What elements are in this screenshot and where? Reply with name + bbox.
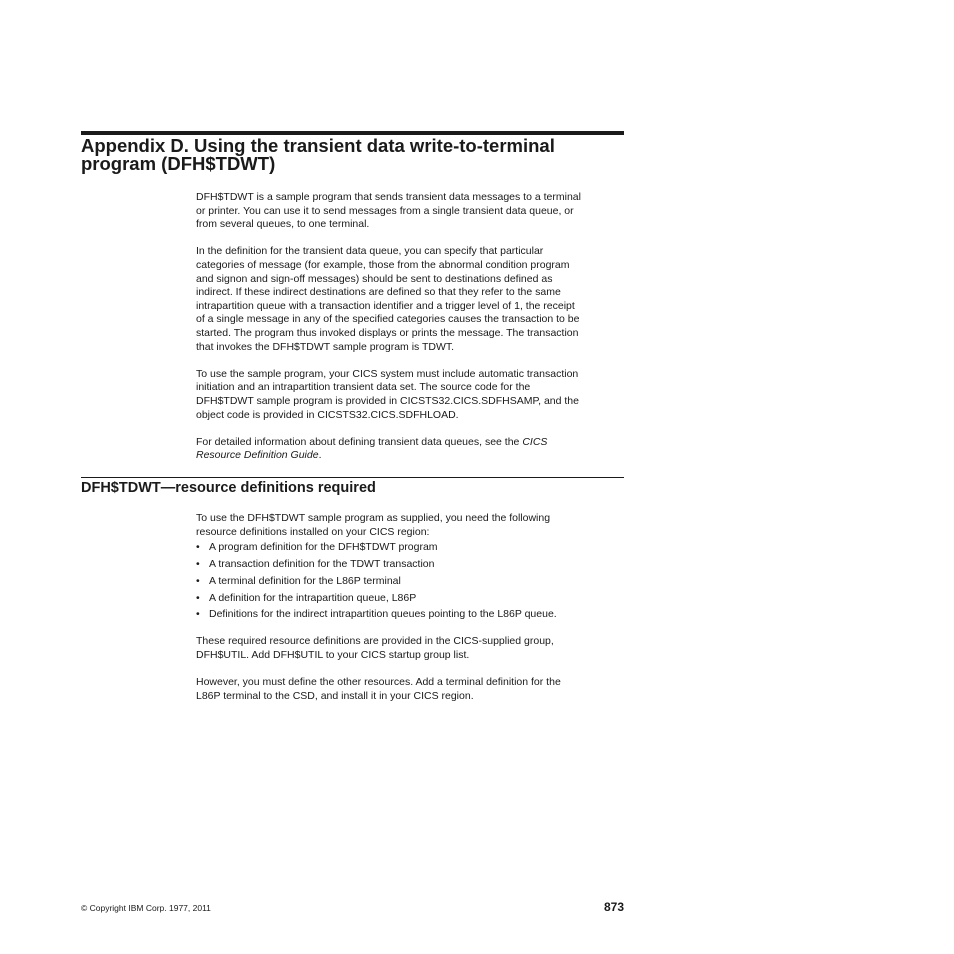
book-title-part-2: Resource Definition Guide [196,449,319,462]
list-item-text: A terminal definition for the L86P terminal [209,574,401,587]
text-line: initiation and an intrapartition transient data set. The source code for the [196,381,531,394]
title-line-1: Appendix D. Using the transient data write-to-terminal [81,135,555,156]
intro-paragraph-1 [196,191,624,232]
text-line: These required resource definitions are provided in the CICS-supplied group, [196,635,554,648]
text-line: To use the DFH$TDWT sample program as supplied, you need the following [196,512,551,524]
bullet-icon: • [196,591,200,604]
bullet-icon: • [196,574,200,587]
bullet-icon: • [196,541,200,554]
text-line [196,436,624,450]
list-item [196,556,624,573]
text-line: intrapartition queue with a transaction identifier and a trigger level of 1, the receipt [196,299,575,312]
intro-body [196,191,624,463]
text-suffix: . [318,449,322,462]
page-title [81,137,641,173]
list-item [196,573,624,590]
list-item [196,539,624,556]
list-item-text: A transaction definition for the TDWT transaction [209,557,435,570]
text-line: indirect. If these indirect destinations are defined so that they refer to the same [196,286,561,299]
text-line: L86P terminal to the CSD, and install it in your CICS region. [196,689,474,702]
book-title-part-1: CICS [522,435,548,448]
text-line: categories of message (for example, those from the abnormal condition program [196,258,570,271]
text-line: DFH$TDWT sample program is provided in CICSTS32.CICS.SDFHSAMP, and the [196,394,579,407]
page-number: 873 [603,900,624,914]
bullet-icon: • [196,557,200,570]
text-line: that invokes the DFH$TDWT sample program is TDWT. [196,340,455,353]
text-line: object code is provided in CICSTS32.CICS.SDFHLOAD. [196,408,459,421]
section-heading: DFH$TDWT—resource definitions required [81,480,376,496]
section-paragraph-2 [196,635,624,662]
text-line: or printer. You can use it to send messages from a single transient data queue, or [196,204,574,217]
list-item-text: A program definition for the DFH$TDWT program [209,541,438,554]
text-line: DFH$TDWT is a sample program that sends transient data messages to a terminal [196,191,581,203]
text-line: of a single message in any of the specified categories causes the transaction to be [196,313,580,326]
list-item [196,606,624,623]
intro-paragraph-4 [196,436,624,463]
requirements-list [196,539,624,623]
text-line: In the definition for the transient data queue, you can specify that particular [196,245,544,258]
text-line: and signon and sign-off messages) should be sent to destinations defined as [196,272,553,285]
list-item [196,590,624,607]
section-lead-paragraph [196,512,624,539]
text-line [196,449,624,463]
copyright-footer: © Copyright IBM Corp. 1977, 2011 [81,903,211,913]
text-prefix: For detailed information about defining transient data queues, see the [196,435,523,448]
text-line: To use the sample program, your CICS system must include automatic transaction [196,367,579,380]
title-line-2: program (DFH$TDWT) [81,153,276,174]
section-paragraph-3 [196,676,624,703]
section-rule [81,477,624,478]
intro-paragraph-2 [196,245,624,354]
text-line: However, you must define the other resources. Add a terminal definition for the [196,675,561,688]
text-line: DFH$UTIL. Add DFH$UTIL to your CICS startup group list. [196,648,470,661]
text-line: started. The program thus invoked displays or prints the message. The transaction [196,326,579,339]
list-item-text: Definitions for the indirect intrapartition queues pointing to the L86P queue. [209,608,557,621]
intro-paragraph-3 [196,368,624,422]
bullet-icon: • [196,608,200,621]
list-item-text: A definition for the intrapartition queue, L86P [209,591,417,604]
section-body [196,512,624,703]
text-line: resource definitions installed on your CICS region: [196,525,430,538]
text-line: from several queues, to one terminal. [196,218,370,231]
